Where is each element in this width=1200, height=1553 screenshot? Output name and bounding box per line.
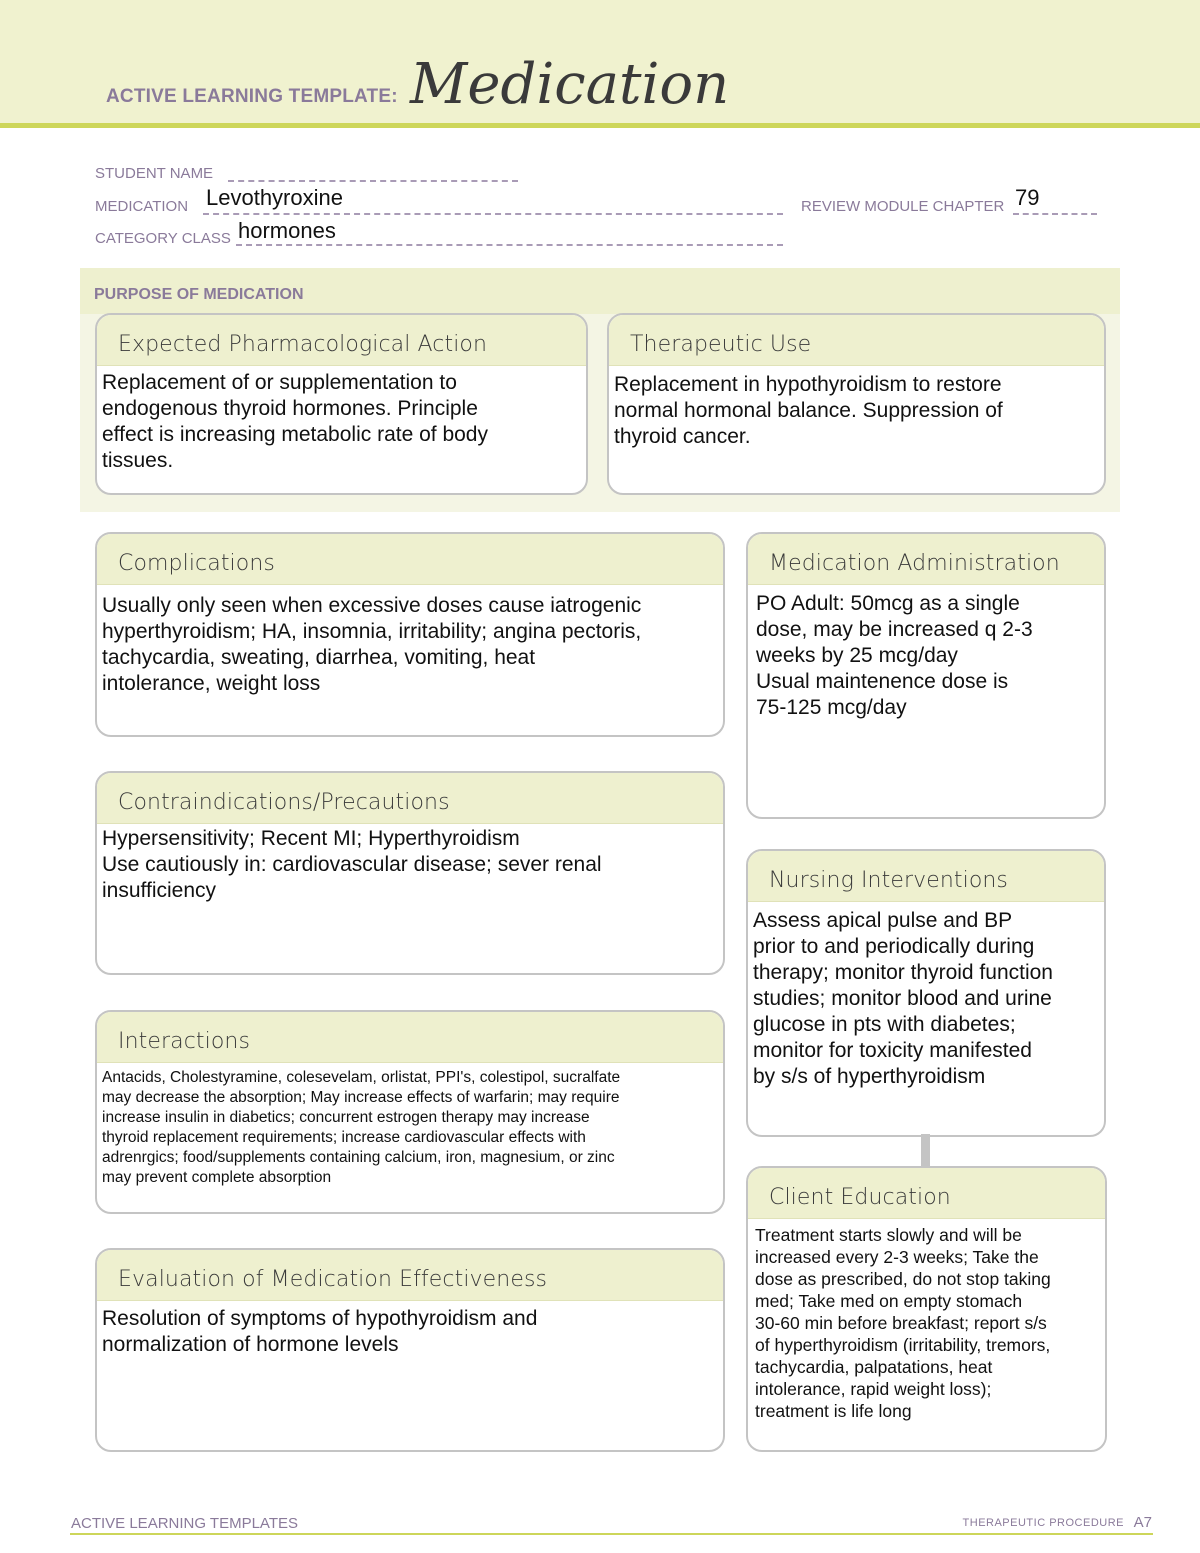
box-content[interactable]: PO Adult: 50mcg as a single dose, may be increased q 2-3 weeks by 25 mcg/day Usual maintenence dose is 75-125 mcg/day [756, 592, 1033, 719]
template-label: ACTIVE LEARNING TEMPLATE: [106, 86, 398, 107]
expected-action-box [95, 313, 588, 495]
box-content[interactable]: Treatment starts slowly and will be increased every 2-3 weeks; Take the dose as prescribed, do not stop taking med; Take med on empty stomach 30-60 min before breakfast; report s/s of hyperthyroidism (irritability, tremors, tachycardia, palpatations, heat intolerance, rapid weight loss); treatment is life long [755, 1225, 1051, 1421]
category-class-field[interactable] [236, 244, 783, 246]
box-title: Nursing Interventions [748, 851, 1104, 902]
box-title: Therapeutic Use [609, 315, 1104, 366]
box-content[interactable]: Replacement in hypothyroidism to restore normal hormonal balance. Suppression of thyroid cancer. [614, 373, 1003, 448]
page-number: A7 [1133, 1514, 1152, 1531]
box-title: Medication Administration [748, 534, 1104, 585]
medication-value: Levothyroxine [206, 185, 343, 210]
nursing-interventions-box [746, 849, 1106, 1137]
page-title: Medication [410, 52, 730, 117]
box-content[interactable]: Resolution of symptoms of hypothyroidism and normalization of hormone levels [102, 1307, 538, 1356]
box-content[interactable]: Hypersensitivity; Recent MI; Hyperthyroidism Use cautiously in: cardiovascular disease; sever renal insufficiency [102, 827, 602, 902]
box-title: Complications [97, 534, 723, 585]
purpose-title: PURPOSE OF MEDICATION [94, 286, 304, 303]
box-title: Client Education [748, 1168, 1105, 1219]
medication-field[interactable] [203, 213, 783, 215]
review-chapter-label: REVIEW MODULE CHAPTER [801, 198, 1005, 215]
box-title: Contraindications/Precautions [97, 773, 723, 824]
category-class-label: CATEGORY CLASS [95, 230, 231, 247]
evaluation-box [95, 1248, 725, 1452]
box-title: Evaluation of Medication Effectiveness [97, 1250, 723, 1301]
box-content[interactable]: Assess apical pulse and BP prior to and periodically during therapy; monitor thyroid function studies; monitor blood and urine glucose in pts with diabetes; monitor for toxicity manifested by s/s of hyperthyroidism [753, 909, 1053, 1088]
connector-line [921, 1134, 930, 1168]
client-education-box [746, 1166, 1107, 1452]
student-name-label: STUDENT NAME [95, 165, 214, 182]
footer-divider [70, 1533, 1153, 1535]
review-chapter-value: 79 [1015, 185, 1040, 210]
box-title: Interactions [97, 1012, 723, 1063]
box-content[interactable]: Antacids, Cholestyramine, colesevelam, orlistat, PPI's, colestipol, sucralfate may decrease the absorption; May increase effects of warfarin; may require increase insulin in diabetics; concurrent estrogen therapy may increase thyroid replacement requirements; increase cardiovascular effects with adrenrgics; food/supplements containing calcium, iron, magnesium, or zinc may prevent complete absorption [102, 1069, 621, 1186]
student-name-field[interactable] [228, 180, 518, 182]
interactions-box [95, 1010, 725, 1214]
box-title: Expected Pharmacological Action [97, 315, 586, 366]
review-chapter-field[interactable] [1013, 213, 1097, 215]
category-class-value: hormones [238, 218, 336, 243]
complications-box [95, 532, 725, 737]
contraindications-box [95, 771, 725, 975]
medication-administration-box [746, 532, 1106, 819]
box-content[interactable]: Usually only seen when excessive doses cause iatrogenic hyperthyroidism; HA, insomnia, irritability; angina pectoris, tachycardia, sweating, diarrhea, vomiting, heat intolerance, weight loss [102, 594, 642, 695]
medication-label: MEDICATION [95, 198, 189, 215]
footer-right: THERAPEUTIC PROCEDURE [962, 1517, 1124, 1529]
box-content[interactable]: Replacement of or supplementation to endogenous thyroid hormones. Principle effect is increasing metabolic rate of body tissues. [102, 371, 488, 472]
therapeutic-use-box [607, 313, 1106, 495]
header-banner [0, 0, 1200, 128]
footer-left: ACTIVE LEARNING TEMPLATES [71, 1515, 298, 1532]
